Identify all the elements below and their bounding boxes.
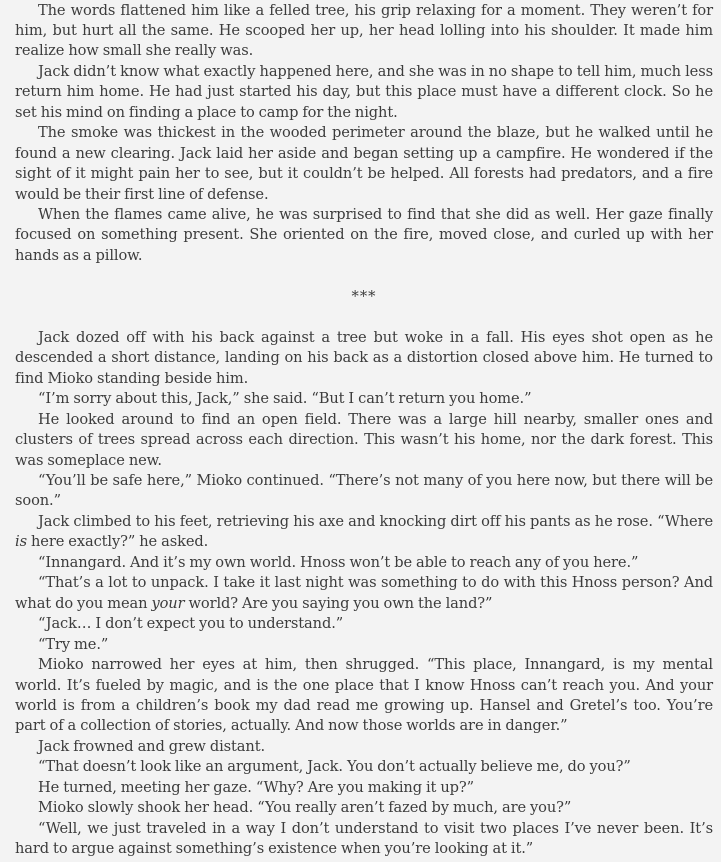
paragraph: “Well, we just traveled in a way I don’t understand to visit two places I’ve never been. It’s hard to argue against something’s existence when you’re looking at it.” bbox=[15, 819, 713, 858]
paragraph: “You’ll be safe here,” Mioko continued. “There’s not many of you here now, but there will be soon.” bbox=[15, 472, 713, 510]
paragraph: Jack frowned and grew distant. bbox=[38, 737, 266, 755]
paragraph: “Jack… I don’t expect you to understand.” bbox=[38, 615, 344, 633]
paragraph: He turned, meeting her gaze. “Why? Are you making it up?” bbox=[38, 778, 474, 796]
paragraph: “Try me.” bbox=[38, 635, 109, 653]
paragraph: “Innangard. And it’s my own world. Hnoss won’t be able to reach any of you here.” bbox=[38, 553, 639, 571]
paragraph: Mioko slowly shook her head. “You really aren’t fazed by much, are you?” bbox=[38, 799, 572, 817]
paragraph: He looked around to find an open field. There was a large hill nearby, smaller ones and clusters of trees spread across each direction. This wasn’t his home, nor the dark forest. This was someplace new. bbox=[15, 410, 713, 469]
paragraph: The words flattened him like a felled tree, his grip relaxing for a moment. They weren’t for him, but hurt all the same. He scooped her up, her head lolling into his shoulder. It made him realize how small she really was. bbox=[15, 1, 713, 60]
section-before-break bbox=[15, 0, 713, 266]
paragraph: Jack didn’t know what exactly happened here, and she was in no shape to tell him, much less return him home. He had just started his day, but this place must have a different clock. So he set his mind on finding a place to camp for the night. bbox=[15, 62, 713, 121]
text-run: world? Are you saying you own the land?” bbox=[184, 594, 493, 612]
paragraph: The smoke was thickest in the wooded perimeter around the blaze, but he walked until he found a new clearing. Jack laid her aside and began setting up a campfire. He wondered if the sight of it might pain her to see, but it couldn’t be helped. All forests had predators, and a fire would be their first line of defense. bbox=[15, 124, 713, 203]
section-after-break bbox=[15, 328, 713, 860]
emphasis: is bbox=[15, 533, 27, 551]
paragraph bbox=[15, 512, 713, 553]
text-run: “That’s a lot to unpack. I take it last night was something to do with this Hnoss person? And what do you mean bbox=[15, 574, 713, 612]
emphasis: your bbox=[151, 594, 185, 612]
paragraph: Mioko narrowed her eyes at him, then shrugged. “This place, Innangard, is my mental world. It’s fueled by magic, and is the one place that I know Hnoss can’t reach you. And your world is from a children’s book my dad read me growing up. Hansel and Gretel’s too. You’re part of a collection of stories, actually. And now those worlds are in danger.” bbox=[15, 656, 713, 735]
paragraph: When the flames came alive, he was surprised to find that she did as well. Her gaze finally focused on something present. She oriented on the fire, moved close, and curled up with her hands as a pillow. bbox=[15, 206, 713, 264]
text-run: here exactly?” he asked. bbox=[26, 533, 209, 551]
paragraph bbox=[15, 573, 713, 614]
scene-break: *** bbox=[351, 287, 377, 305]
paragraph: Jack dozed off with his back against a tree but woke in a fall. His eyes shot open as he descended a short distance, landing on his back as a distortion closed above him. He turned to find Mioko standing beside him. bbox=[15, 328, 713, 387]
paragraph: “I’m sorry about this, Jack,” she said. “But I can’t return you home.” bbox=[38, 390, 532, 408]
text-run: Jack climbed to his feet, retrieving his axe and knocking dirt off his pants as he rose. “Where bbox=[38, 512, 713, 530]
paragraph: “That doesn’t look like an argument, Jack. You don’t actually believe me, do you?” bbox=[38, 758, 631, 776]
